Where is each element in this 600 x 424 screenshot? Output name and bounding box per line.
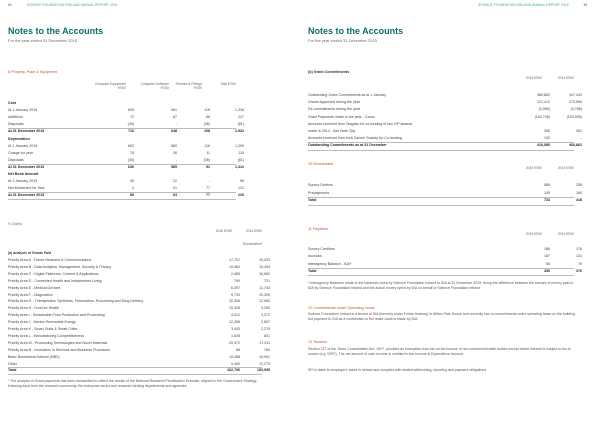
table-row — [8, 326, 270, 332]
row-value: 41 — [173, 186, 177, 191]
row-value: 77 — [206, 193, 210, 198]
row-value: 86 — [236, 347, 240, 352]
taxation-text: Section 227 of the Taxes Consolidation Act, 1997, provides an exemption from tax on the income of non-commercial state bodies except where interest is subject to tax at source (e.g. DIRT). The net amount of such income is credited to the Income & Expenditure Account. — [308, 347, 571, 357]
row-value: 162,706 — [227, 368, 240, 373]
row-value: 11,743 — [259, 285, 270, 290]
row-label: Total — [308, 268, 317, 273]
page-title: Notes to the Accounts — [308, 26, 404, 36]
table-row — [8, 285, 270, 291]
row-value: 356 — [544, 129, 550, 133]
row-value: 72 — [130, 115, 134, 120]
section-heading-ppe: 8 Property, Plant & Equipment — [8, 70, 58, 74]
row-label: Accruals — [308, 254, 322, 259]
row-value: 2,279 — [261, 327, 270, 331]
commitments-col-header: 2014 €'000 — [557, 76, 574, 80]
row-value: 36 — [130, 179, 134, 184]
leases-text: Science Foundation Ireland is a tenant of IDA (formerly under Forfás tenancy) in Wilton Park House and currently has no commitments under operating lease on the building but payment to IDA as a contribution to the lease costs is made by IDA. — [308, 312, 575, 322]
row-value: 11 — [206, 150, 210, 155]
row-value: 769 — [234, 278, 240, 283]
row-label: Other — [8, 361, 17, 366]
section-heading-leases: 12 Commitments under Operating Lease — [308, 306, 375, 310]
table-row — [8, 305, 270, 311]
row-value: - — [580, 136, 582, 141]
table-row — [308, 261, 582, 267]
row-label: Total — [308, 198, 317, 202]
row-label: Charge for year — [8, 150, 33, 155]
row-value: 19,901 — [259, 354, 270, 359]
row-label: Amounts received from Teagasc for co-funding of two IVP awards — [308, 121, 413, 126]
page-subtitle: For the year ended 31 December 2015 — [8, 38, 77, 43]
running-header-title: SCIENCE FOUNDATION IRELAND ANNUAL REPORT 2015 — [478, 3, 569, 7]
row-label: At 31 December 2015 — [8, 193, 45, 198]
row-value: 145 — [544, 190, 550, 195]
row-value: 10,305 — [259, 292, 270, 297]
row-value: 78 — [130, 150, 134, 155]
table-row — [8, 367, 270, 373]
payables-footnote: * Interagency Balances relate to the balances owed by Science Foundation Ireland to IDA at 31 December 2015, being the difference between the amount of money paid to IDA by Science Foundation Ireland and the actual money spent by IDA on behalf of Science Foundation Ireland. — [308, 281, 574, 291]
table-row — [8, 192, 244, 198]
row-value: 26 — [173, 150, 177, 155]
table-row — [8, 271, 270, 277]
row-value: (4,786) — [570, 107, 582, 112]
page-number: 83 — [583, 3, 588, 7]
row-value: - — [175, 122, 177, 127]
page-subtitle: For the year ended 31 December 2015 — [308, 38, 377, 43]
row-value: 121,412 — [537, 100, 550, 105]
row-label: Priority Area D - Connected Health and Independent Living — [8, 278, 102, 283]
payables-col-header: 2014 €'000 — [557, 232, 574, 236]
row-value: 3,403 — [231, 327, 240, 331]
grants-subheading: (a) Analysis of Grants Paid — [8, 251, 52, 255]
row-label: Sundry Debtors — [308, 183, 333, 187]
row-value: 20,306 — [229, 299, 240, 304]
row-value: 122 — [238, 186, 244, 191]
running-header — [8, 3, 117, 7]
row-value: 80 — [130, 193, 134, 198]
row-label: Outstanding Grant Commitments as at 1 January — [308, 93, 387, 97]
row-value: 1,532 — [235, 129, 244, 134]
row-value: 17,311 — [259, 340, 270, 345]
row-value: (45) — [127, 157, 134, 162]
row-value: 831 — [264, 333, 270, 338]
row-value: (162,706) — [534, 114, 550, 119]
row-label: Net Movement for Year — [8, 186, 45, 191]
row-value: 131 — [576, 254, 582, 259]
row-label: Basic Biomedical Science (BBS) — [8, 354, 60, 359]
row-label: At 31 December 2015 — [8, 164, 45, 169]
table-row — [308, 135, 582, 141]
row-value: 88 — [206, 115, 210, 120]
row-value: 648 — [171, 129, 177, 134]
row-label: Priority Area A - Future Networks & Communications — [8, 258, 92, 262]
row-value: 16,562 — [259, 271, 270, 276]
row-label: Additions — [8, 115, 23, 120]
row-value: (36) — [203, 122, 210, 127]
row-value: 77 — [206, 186, 210, 191]
row-value: 258 — [576, 183, 582, 187]
table-row — [308, 190, 582, 196]
row-value: 418 — [576, 198, 582, 202]
row-value: 581 — [171, 108, 177, 113]
row-label: Disposals — [8, 122, 24, 127]
row-label: Total — [8, 368, 17, 373]
row-value: 1,299 — [235, 143, 244, 148]
table-row — [8, 100, 236, 106]
row-value: 3,372 — [261, 313, 270, 318]
table-bottom-rule — [308, 205, 574, 206]
row-label: De-commitments during the year — [308, 107, 361, 112]
row-label: Priority Area K - Smart Grids & Smart Cities — [8, 327, 78, 331]
table-row — [8, 333, 270, 339]
row-label: Grant Payments made in the year - Gross — [308, 114, 375, 119]
row-value: 430 — [544, 268, 550, 273]
row-value: 19,562 — [229, 264, 240, 269]
table-row — [308, 197, 582, 203]
row-label: Prepayments — [308, 190, 330, 195]
row-label: Amounts received from Irish Cancer Society for Co-funding — [308, 136, 402, 141]
row-label: At 1 January 2015 — [8, 179, 38, 184]
row-value: 115 — [238, 150, 244, 155]
row-value: 636 — [128, 164, 134, 169]
ppe-col-header: Computer Equipment €'000 — [94, 82, 126, 91]
row-value: 70 — [578, 261, 582, 266]
row-value: 188 — [544, 247, 550, 251]
row-value: 116 — [204, 108, 210, 113]
table-row — [8, 278, 270, 284]
row-label: Priority Area B - Data Analytics, Management, Security & Privacy — [8, 264, 112, 269]
table-row — [308, 142, 582, 148]
row-value: (45) — [127, 122, 134, 127]
table-row — [308, 253, 582, 259]
row-value: 20,372 — [229, 340, 240, 345]
right-page — [300, 0, 600, 424]
row-value: 227 — [238, 115, 244, 120]
table-bottom-rule — [308, 275, 574, 276]
row-label: Cost — [8, 101, 16, 105]
row-value: 12,365 — [229, 320, 240, 325]
row-value: 1,628 — [231, 333, 240, 338]
row-value: 153,935 — [257, 368, 270, 373]
table-row — [8, 121, 244, 127]
table-row — [308, 92, 582, 98]
ppe-col-header: Computer Software €'000 — [140, 82, 169, 91]
table-row — [8, 114, 244, 120]
row-value: 220 — [238, 193, 244, 198]
row-value: 784 — [264, 347, 270, 352]
table-row — [8, 298, 270, 304]
row-value: 639 — [128, 108, 134, 113]
section-heading-receivables: 10 Receivables — [308, 162, 334, 166]
row-value: 1,312 — [235, 164, 244, 169]
row-label: Priority Area I - Sustainable Food Production and Processing — [8, 313, 105, 318]
table-row — [308, 182, 582, 188]
row-label: Priority Area N - Innovation in Services and Business Processes — [8, 347, 110, 352]
row-value: 10,428 — [229, 306, 240, 311]
row-value: 376 — [576, 268, 582, 273]
section-heading-grants: 9 Grants — [8, 222, 23, 226]
row-value: 580 — [171, 143, 177, 148]
row-value: 716 — [128, 129, 134, 134]
row-value: 12,983 — [259, 299, 270, 304]
grants-col-header: 2015 €'000 — [215, 229, 232, 233]
row-label: Priority Area J - Marine Renewable Energy — [8, 320, 76, 325]
row-value: 91 — [206, 164, 210, 169]
row-label: Priority Area H - Food for Health — [8, 306, 60, 311]
table-row — [8, 136, 236, 142]
table-row — [8, 319, 270, 325]
row-value: 116 — [204, 143, 210, 148]
row-value: 4 — [132, 186, 134, 191]
row-value: 361 — [576, 129, 582, 133]
row-label: made in 2014 - See Note 2(a) — [308, 129, 356, 133]
running-header-title: SCIENCE FOUNDATION IRELAND ANNUAL REPORT 2015 — [26, 3, 118, 7]
commitments-col-header: 2015 €'000 — [525, 76, 542, 80]
table-row — [308, 128, 582, 134]
table-row — [8, 340, 270, 346]
taxation-text-2: SFI is liable to employer's taxes in Ireland and complies with related withholding, reporting and payment obligations. — [308, 368, 488, 372]
row-value: (3,980) — [538, 107, 550, 112]
section-heading-commitments: (b) Grant Commitments — [308, 70, 350, 74]
row-value: 58 — [240, 179, 244, 184]
table-row — [8, 164, 244, 170]
row-value: (81) — [237, 157, 244, 162]
table-row — [8, 361, 270, 367]
table-bottom-rule — [308, 150, 574, 151]
reclassified-note: Reclassified* — [242, 242, 262, 246]
row-value: 460,862 — [569, 143, 582, 148]
row-value: 733 — [544, 198, 550, 202]
row-value: 19,403 — [259, 258, 270, 262]
row-value: 63 — [173, 193, 177, 198]
row-label: Grants Approved during the year — [308, 100, 360, 105]
receivables-col-header: 2015 €'000 — [525, 166, 542, 170]
running-header — [478, 3, 587, 7]
table-bottom-rule — [8, 374, 262, 375]
table-row — [8, 292, 270, 298]
row-value: 588 — [544, 183, 550, 187]
row-value: 460,862 — [537, 93, 550, 97]
row-value: 273,950 — [569, 100, 582, 105]
row-label: Interagency Balance - IDA* — [308, 261, 352, 266]
ppe-col-header: Fixtures & Fittings €'000 — [175, 82, 202, 91]
row-value: 55 — [546, 261, 550, 266]
row-value: 1,336 — [235, 108, 244, 113]
table-row — [8, 354, 270, 360]
row-value: 142 — [544, 136, 550, 141]
row-value: 19,494 — [259, 264, 270, 269]
section-heading-taxation: 13 Taxation — [308, 340, 327, 344]
table-row — [8, 143, 244, 149]
table-row — [308, 268, 582, 274]
row-label: Priority Area F - Diagnostics — [8, 292, 53, 297]
row-label: At 31 December 2015 — [8, 129, 45, 134]
ppe-col-header: Total €'000 — [220, 82, 236, 86]
table-row — [8, 264, 270, 270]
table-row — [308, 246, 582, 252]
row-value: 4,512 — [231, 313, 240, 318]
table-row — [8, 171, 236, 177]
row-value: 347,432 — [569, 93, 582, 97]
table-row — [308, 121, 574, 127]
row-value: 6,397 — [231, 285, 240, 290]
row-label: Disposals — [8, 157, 24, 162]
row-value: 9,733 — [231, 292, 240, 297]
row-value: 160 — [576, 190, 582, 195]
row-value: (81) — [237, 122, 244, 127]
table-bottom-rule — [8, 199, 236, 200]
row-label: Depreciation — [8, 136, 30, 141]
row-value: 9,263 — [261, 306, 270, 311]
table-row — [8, 107, 244, 113]
table-row — [8, 150, 244, 156]
row-label: Sundry Creditors — [308, 247, 335, 251]
row-label: Priority Area E - Medical Devices — [8, 285, 61, 290]
table-row — [8, 185, 244, 191]
row-value: 585 — [171, 164, 177, 169]
table-row — [308, 99, 582, 105]
row-value: 721 — [264, 278, 270, 283]
row-value: 176 — [576, 247, 582, 251]
row-value: 67 — [173, 115, 177, 120]
grants-footnote: * The analysis of Grant payments has been reclassified to reflect the results of the National Research Prioritisation Exercise, aligned to the Government Strategy, following input from the research community, the enterprise sector and research-funding departments and agencies. — [8, 379, 258, 389]
page-title: Notes to the Accounts — [8, 26, 104, 36]
row-label: Net Book Amount — [8, 172, 39, 176]
row-value: - — [175, 157, 177, 162]
table-row — [8, 157, 244, 163]
row-value: 187 — [544, 254, 550, 259]
row-value: 19,488 — [229, 354, 240, 359]
row-value: 2,807 — [261, 320, 270, 325]
row-label: Priority Area G - Therapeutics: Synthesis, Formulation, Processing and Drug Delivery — [8, 299, 144, 304]
row-value: 22 — [173, 179, 177, 184]
row-value: (36) — [203, 157, 210, 162]
grants-col-header: 2014 €'000 — [245, 229, 262, 233]
row-value: (153,935) — [566, 114, 582, 119]
row-value: 2,483 — [231, 271, 240, 276]
section-heading-payables: 11 Payables — [308, 227, 329, 231]
row-value: 17,707 — [229, 258, 240, 262]
row-label: Priority Area M - Processing Technologies and Novel Materials — [8, 340, 108, 345]
row-value: 603 — [128, 143, 134, 148]
row-label: At 1 January 2015 — [8, 108, 38, 113]
table-row — [8, 178, 244, 184]
row-label: Priority Area L - Manufacturing Competitiveness — [8, 333, 84, 338]
row-value: 9,450 — [231, 361, 240, 366]
row-value: 168 — [204, 129, 210, 134]
payables-col-header: 2015 €'000 — [525, 232, 542, 236]
row-value: 12,279 — [259, 361, 270, 366]
table-row — [308, 114, 582, 120]
row-label: Priority Area C - Digital Platforms, Content & Applications — [8, 271, 99, 276]
row-label: At 1 January 2015 — [8, 143, 38, 148]
receivables-col-header: 2014 €'000 — [557, 166, 574, 170]
table-row — [308, 106, 582, 112]
table-row — [8, 347, 270, 353]
row-label: Outstanding Commitments as at 31 December — [308, 143, 387, 148]
row-value: - — [208, 179, 210, 184]
page-number: 82 — [8, 3, 12, 7]
row-value: 416,086 — [537, 143, 550, 148]
table-row — [8, 312, 270, 318]
table-row — [8, 257, 270, 263]
table-row — [8, 128, 244, 134]
